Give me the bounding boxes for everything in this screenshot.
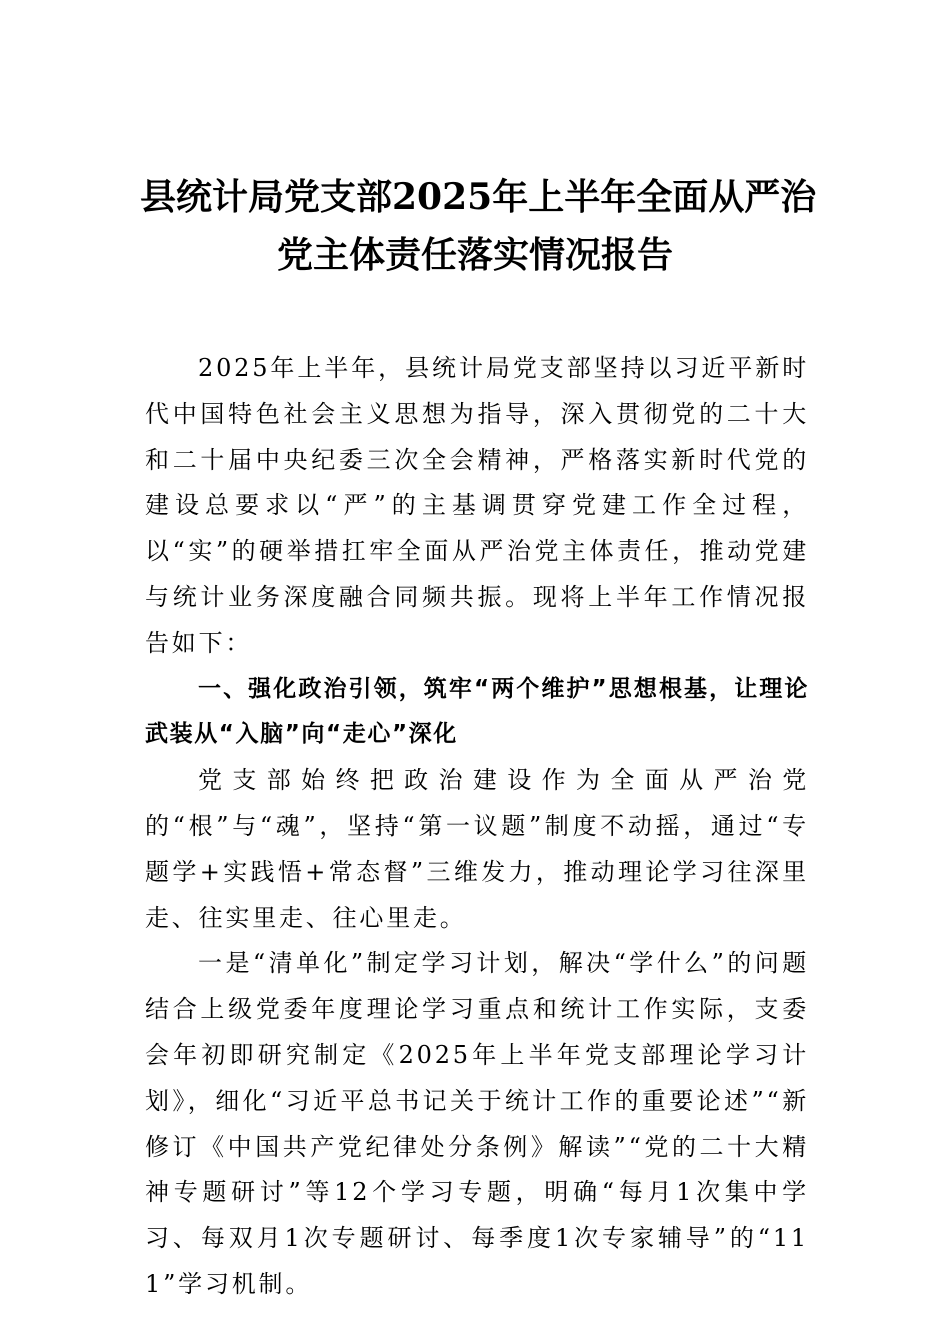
section-1-item-1-paragraph: 一是“清单化”制定学习计划，解决“学什么”的问题结合上级党委年度理论学习重点和统计工作实际，支委会年初即研究制定《2025年上半年党支部理论学习计划》，细化“习近平总书记关于统计工作的重要论述”“新修订《中国共产党纪律处分条例》解读”“党的二十大精神专题研讨”等12个学习专题，明确“每月1次集中学习、每双月1次专题研讨、每季度1次专家辅导”的“111”学习机制。 [145, 949, 809, 1298]
title-line-1: 县统计局党支部2025年上半年全面从严治 [140, 176, 817, 218]
intro-paragraph: 2025年上半年，县统计局党支部坚持以习近平新时代中国特色社会主义思想为指导，深入贯彻党的二十大和二十届中央纪委三次全会精神，严格落实新时代党的建设总要求以“严”的主基调贯穿党建工作全过程，以“实”的硬举措扛牢全面从严治党主体责任，推动党建与统计业务深度融合同频共振。现将上半年工作情况报告如下： [145, 354, 809, 657]
section-1-paragraph: 党支部始终把政治建设作为全面从严治党的“根”与“魂”，坚持“第一议题”制度不动摇，通过“专题学+实践悟+常态督”三维发力，推动理论学习往深里走、往实里走、往心里走。 [145, 766, 809, 932]
section-1-heading: 一、强化政治引领，筑牢“两个维护”思想根基，让理论武装从“入脑”向“走心”深化 [145, 675, 809, 748]
document-body [145, 346, 809, 1308]
title-line-2: 党主体责任落实情况报告 [276, 234, 673, 276]
document-title [140, 168, 817, 284]
